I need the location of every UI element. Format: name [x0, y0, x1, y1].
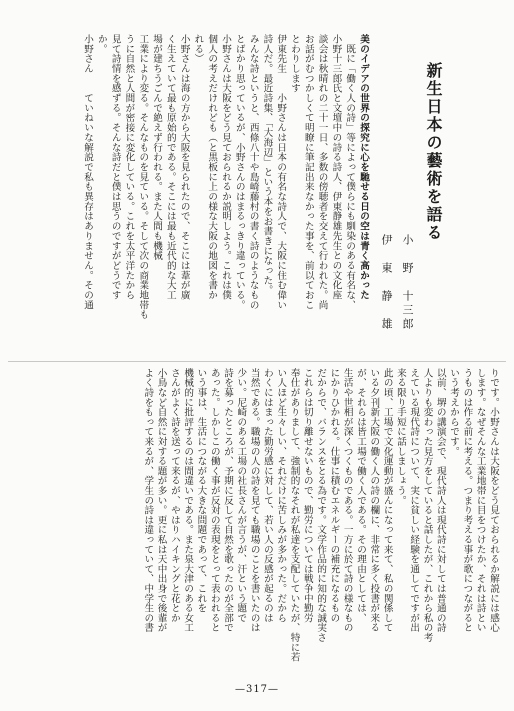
body-text-line: 詩を募ったところが、予期に反して自然を歌ったのが全部で — [222, 368, 234, 633]
intro-text-line: 小野さんは大阪をどう見ておられるか説明しよう。これは僕 — [220, 34, 232, 300]
lower-column-block — [22, 368, 500, 663]
body-text-line: うものは作る前に考える。つまり考える事が歌につながると — [461, 368, 473, 633]
body-text-line: 此の頃、工場で文化運動が盛んになって来て、私の関係して — [381, 368, 393, 633]
body-text-line: えている現代詩について、実に貧しい経験を通してですが出 — [408, 368, 420, 633]
page-number: —317— — [234, 684, 280, 695]
author-ono: 小 野 十三郎 — [401, 234, 414, 332]
body-text-line: いう考えからです。 — [448, 368, 460, 457]
body-text-line: 以前、堺の講演会で、現代詩人は現代詩に対しては普通の詩 — [434, 368, 446, 633]
intro-text-line: 伊東先生 小野さんは日本の有名な詩人で、大阪に住む偉い — [275, 34, 287, 310]
body-text-line: します。なぜそんな工業地帯に目をつけたか、それは詩とい — [474, 368, 486, 633]
intro-column-block — [38, 34, 370, 356]
body-text-line: 当然である。職場の人の詩を見ても職場のことを書いたのは — [248, 368, 260, 633]
body-text-line: りです。小野さんは大阪をどう見ておられるか解説には感心 — [488, 368, 499, 633]
author-ito: 伊 東 静 雄 — [380, 234, 393, 332]
intro-text-line: 個人の考えだけれども（と黒板に上の様な大阪の地図を書か — [206, 34, 218, 300]
intro-text-line: れる） — [192, 34, 204, 64]
intro-text-line: 小野さんは海の方から大阪を見られたので、そこには葦が廣 — [178, 34, 190, 300]
intro-text-line: とばかり思っているが、小野さんのはまるっきり違っている。 — [233, 34, 245, 310]
intro-text-line: 小野さん ていねいな解説で私も異存はありません。その通 — [82, 34, 94, 310]
body-text-line: 人よりも変わった見方をしていると話したが、これから私の考 — [421, 368, 433, 643]
intro-text-line: 見て詩情を感ずる。そんな詩だと僕は思うのですがどうです — [109, 34, 121, 300]
intro-text-line: みんな詩というと、西條八十や島崎藤村の書く詩のようなもの — [247, 34, 259, 310]
intro-text-line: 談会は秋晴れの二十一日、多数の傍聴者を交えて行われた。尚 — [316, 34, 328, 310]
body-text-line: 来る限り手短に話しましょう。 — [394, 368, 406, 506]
intro-text-line: お話がむつかしくて明瞭に筆記出来なかった事を、前以ておこ — [302, 34, 314, 310]
body-text-line: さんがよく詩を送って来るが、やはりハイキングと花とか — [168, 368, 180, 623]
lead-headline: 美のイデアの世界の探究に心を馳せる日の空は青く高かった — [358, 34, 369, 300]
body-text-line: 奉仕がありまして、強制的なそれが私達を支配していたが、特に若 — [288, 368, 300, 662]
body-text-line: これらは切り離せないもので、勤労については戦争中勤労 — [301, 368, 313, 623]
intro-text-line: く生えていて最も原始的である。そこには最も近代的な大工 — [164, 34, 176, 300]
body-text-line: が、それらは皆工場で働く人である。その理由としては、 — [355, 368, 367, 623]
body-text-line: あった。しかしこの働く事が反対の表現をとって表われると — [208, 368, 220, 633]
intro-text-line: 場が建ちうごんで絶えず行われる。また人間も機械 — [151, 34, 163, 261]
body-text-line: いう事は、生活につながる大きな問題であって、これを — [195, 368, 207, 613]
article-title: 新生日本の藝術を語る — [424, 62, 443, 242]
body-text-line: い人ほど生々しい、それだけに苦しみが多かった。だから — [275, 368, 287, 623]
intro-text-line: か。 — [95, 34, 107, 54]
body-text-line: よく詩をもって来るが、学生の詩は違っていて、中学生の書 — [142, 368, 154, 633]
intro-text-line: 詩人だ。最近詩集、「大海辺」という本をお書きになった。 — [261, 34, 273, 296]
body-text-line: 機械的に批評するのは間違いである。また泉大津のある女工 — [182, 368, 194, 633]
body-text-line: いる夕刊新大阪の働く人の詩の欄に、非常に多く投書が来る — [368, 368, 380, 633]
section-divider — [8, 361, 506, 362]
body-text-line: にかりひかれる。仕事に積むエネルギーの補充になるもの — [328, 368, 340, 623]
body-text-line: わくにはまった勤労感に対して、若い人の反感が起るのは — [261, 368, 273, 623]
body-text-line: 小鳥など自然に対する題が多い。更に私は天中出身で後輩が — [155, 368, 167, 633]
intro-text-line: 既に「働く人の詩」等によって僕らにも馴染のある有名な、 — [344, 34, 356, 310]
body-text-line: 生活や世相が深くつくものである。一方に於て詩の様なもの — [341, 368, 353, 633]
body-text-line: 少い。尼崎のある工場の社長さんが言うが、汗という題で — [235, 368, 247, 623]
intro-text-line: とわりします — [289, 34, 301, 94]
body-text-line: だからで、バランスをとる為です。文学作品的に知的な誠実さ — [315, 368, 327, 643]
intro-text-line: 小野十三郎氏と文壇中の詩る詩人、伊東静雄先生との文化座 — [330, 34, 342, 300]
intro-text-line: 工業により変る。そんなものを見ている。そして次の商業地帯も — [137, 34, 149, 320]
intro-text-line: うに自然と人間が密接に変化している。これを太平洋たから — [123, 34, 135, 300]
